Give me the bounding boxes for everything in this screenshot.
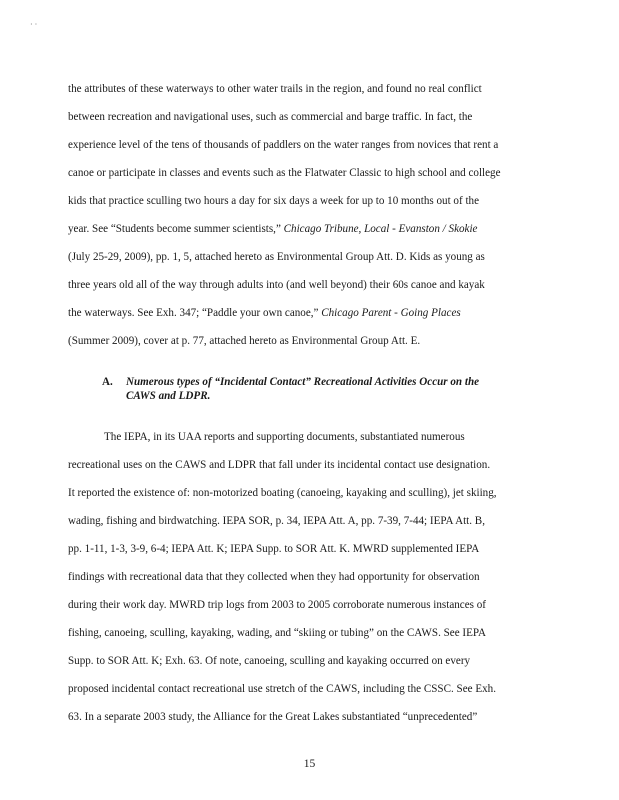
text-line: the attributes of these waterways to other water trails in the region, and found no real conflict: [68, 83, 482, 95]
text-line: Supp. to SOR Att. K; Exh. 63. Of note, canoeing, sculling and kayaking occurred on every: [68, 655, 471, 667]
citation: Chicago Tribune, Local - Evanston / Skokie: [283, 223, 478, 235]
text-line: [68, 306, 461, 320]
text-line: The IEPA, in its UAA reports and supporting documents, substantiated numerous: [104, 431, 465, 443]
text-line: canoe or participate in classes and events such as the Flatwater Classic to high school and college: [68, 167, 501, 179]
text-line: three years old all of the way through adults into (and well beyond) their 60s canoe and kayak: [68, 279, 485, 291]
section-heading-line1: Numerous types of “Incidental Contact” Recreational Activities Occur on the: [126, 376, 480, 388]
text-line: proposed incidental contact recreational use stretch of the CAWS, including the CSSC. See Exh.: [68, 683, 496, 695]
text-line: wading, fishing and birdwatching. IEPA SOR, p. 34, IEPA Att. A, pp. 7-39, 7-44; IEPA Att. B,: [68, 515, 485, 527]
text-line: pp. 1-11, 1-3, 3-9, 6-4; IEPA Att. K; IEPA Supp. to SOR Att. K. MWRD supplemented IEPA: [68, 543, 480, 555]
text-line: recreational uses on the CAWS and LDPR that fall under its incidental contact use designation.: [68, 459, 491, 471]
section-letter: A.: [102, 376, 113, 388]
text-line: 63. In a separate 2003 study, the Alliance for the Great Lakes substantiated “unprecedented”: [68, 711, 478, 723]
text-segment: the waterways. See Exh. 347; “Paddle your own canoe,”: [68, 307, 322, 319]
text-segment: year. See “Students become summer scientists,”: [68, 223, 284, 235]
text-line: during their work day. MWRD trip logs from 2003 to 2005 corroborate numerous instances of: [68, 599, 486, 611]
citation: Chicago Parent - Going Places: [321, 307, 461, 319]
text-line: between recreation and navigational uses, such as commercial and barge traffic. In fact, the: [68, 111, 473, 123]
text-line: findings with recreational data that they collected when they had opportunity for observation: [68, 571, 480, 583]
text-line: It reported the existence of: non-motorized boating (canoeing, kayaking and sculling), jet skiing,: [68, 487, 497, 499]
text-line: (July 25-29, 2009), pp. 1, 5, attached hereto as Environmental Group Att. D. Kids as young as: [68, 251, 485, 263]
text-line: [68, 222, 477, 236]
section-heading-line2: CAWS and LDPR.: [126, 390, 211, 402]
text-line: (Summer 2009), cover at p. 77, attached hereto as Environmental Group Att. E.: [68, 335, 421, 347]
text-line: kids that practice sculling two hours a day for six days a week for up to 10 months out of the: [68, 195, 479, 207]
text-line: experience level of the tens of thousands of paddlers on the water ranges from novices that rent a: [68, 139, 499, 151]
scan-mark: · ·: [30, 20, 38, 29]
text-line: fishing, canoeing, sculling, kayaking, wading, and “skiing or tubing” on the CAWS. See IEPA: [68, 627, 487, 639]
page-number: 15: [303, 758, 316, 770]
